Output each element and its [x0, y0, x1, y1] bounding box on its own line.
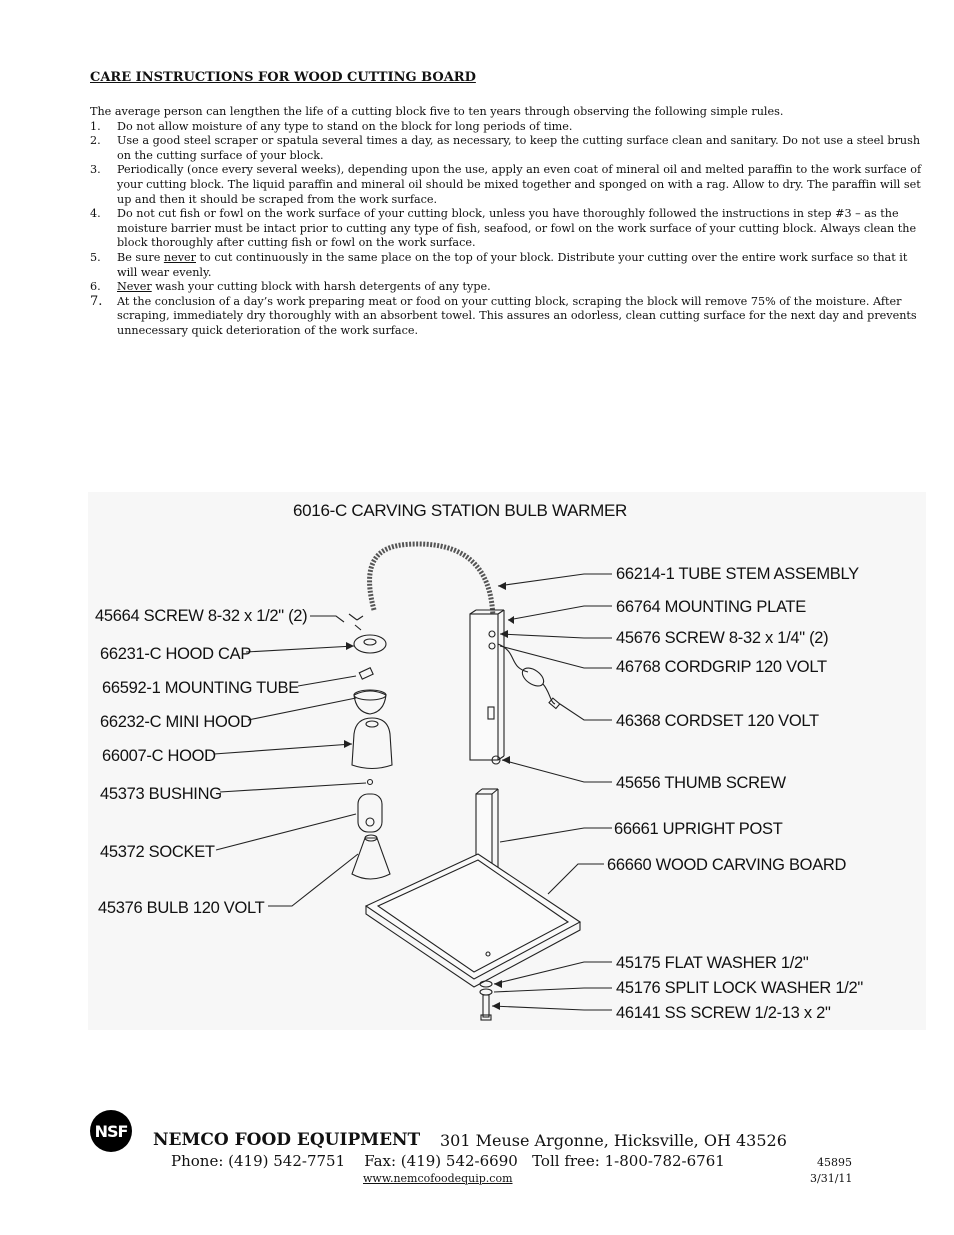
part-label: 45175 FLAT WASHER 1/2" [616, 954, 809, 972]
rule-item [90, 207, 925, 251]
rule-item [90, 163, 925, 207]
part-label: 66592-1 MOUNTING TUBE [102, 679, 299, 697]
rule-text: At the conclusion of a day’s work preparing meat or food on your cutting block, scraping the block will remove 75% of the moisture. After scraping, immediately dry thoroughly with an absorbent towel. This assures an odorless, clean cutting surface for the next day and prevents unnecessary quick deterioration of the work surface. [117, 294, 917, 337]
part-label: 45376 BULB 120 VOLT [98, 899, 265, 917]
rule-number: 3. [90, 163, 101, 177]
exploded-diagram [88, 492, 926, 1030]
rule-number: 5. [90, 250, 101, 264]
rule-text-pre: Be sure [117, 250, 164, 264]
website-link[interactable]: www.nemcofoodequip.com [363, 1172, 513, 1185]
part-label: 46141 SS SCREW 1/2-13 x 2" [616, 1004, 831, 1022]
part-label: 66214-1 TUBE STEM ASSEMBLY [616, 565, 859, 583]
document-date: 3/31/11 [810, 1172, 853, 1185]
rule-text-emphasis: Never [117, 280, 152, 294]
rule-item [90, 134, 925, 163]
rule-text: Use a good steel scraper or spatula several times a day, as necessary, to keep the cutting surface clean and sanitary. Do not use a steel brush on the cutting surface of your block. [117, 134, 921, 162]
rule-item [90, 120, 925, 135]
diagram-illustration [88, 492, 926, 1030]
diagram-title: 6016-C CARVING STATION BULB WARMER [293, 501, 627, 520]
care-heading: CARE INSTRUCTIONS FOR WOOD CUTTING BOARD [90, 70, 476, 85]
rule-number: 2. [90, 134, 101, 148]
rule-item [90, 280, 925, 295]
rule-item [90, 295, 925, 339]
part-label: 45664 SCREW 8-32 x 1/2" (2) [95, 607, 308, 625]
part-label: 66231-C HOOD CAP [100, 645, 252, 663]
part-label: 66232-C MINI HOOD [100, 713, 252, 731]
rule-text-post: to cut continuously in the same place on the top of your block. Distribute your cutting over the entire work surface so that it will wear evenly. [117, 250, 908, 279]
part-label: 45656 THUMB SCREW [616, 774, 786, 792]
rule-number: 1. [90, 119, 101, 133]
part-label: 45372 SOCKET [100, 843, 215, 861]
rule-text [117, 280, 925, 295]
part-label: 66660 WOOD CARVING BOARD [607, 856, 847, 874]
part-label: 46768 CORDGRIP 120 VOLT [616, 658, 827, 676]
part-label: 66764 MOUNTING PLATE [616, 598, 806, 616]
company-name: NEMCO FOOD EQUIPMENT [153, 1130, 421, 1150]
rule-number: 4. [90, 207, 101, 221]
rule-text: Do not allow moisture of any type to stand on the block for long periods of time. [117, 119, 573, 133]
rule-item [90, 251, 925, 280]
part-label: 45676 SCREW 8-32 x 1/4" (2) [616, 629, 829, 647]
care-intro: The average person can lengthen the life of a cutting block five to ten years through observing the following simple rules. [90, 105, 784, 118]
part-label: 66007-C HOOD [102, 747, 216, 765]
rule-text [117, 251, 925, 280]
rule-text-emphasis: never [163, 250, 196, 264]
care-body [90, 105, 925, 339]
rule-number: 6. [90, 280, 101, 294]
part-label: 45176 SPLIT LOCK WASHER 1/2" [616, 979, 863, 997]
contact-line: Phone: (419) 542-7751 Fax: (419) 542-6690 Toll free: 1-800-782-6761 [171, 1152, 725, 1170]
rule-text: Do not cut fish or fowl on the work surface of your cutting block, unless you have thoroughly followed the instructions in step #3 – as the moisture barrier must be intact prior to cutting any type of fish, seafood, or fowl on the work surface of your cutting block. Always clean the block thoroughly after cutting fish or fowl on the work surface. [117, 207, 917, 250]
part-label: 45373 BUSHING [100, 785, 222, 803]
rule-text-post: wash your cutting block with harsh detergents of any type. [151, 280, 491, 294]
rule-text: Periodically (once every several weeks), depending upon the use, apply an even coat of mineral oil and melted paraffin to the work surface of your cutting block. The liquid paraffin and mineral oil should be mixed together and sponged on with a rag. Allow to dry. The paraffin will set up and then it should be scraped from the work surface. [117, 163, 922, 206]
document-number: 45895 [817, 1156, 852, 1169]
part-label: 66661 UPRIGHT POST [614, 820, 783, 838]
nsf-logo: NSF [90, 1110, 132, 1152]
company-address: 301 Meuse Argonne, Hicksville, OH 43526 [440, 1131, 787, 1150]
rule-number: 7. [90, 293, 103, 309]
part-label: 46368 CORDSET 120 VOLT [616, 712, 819, 730]
